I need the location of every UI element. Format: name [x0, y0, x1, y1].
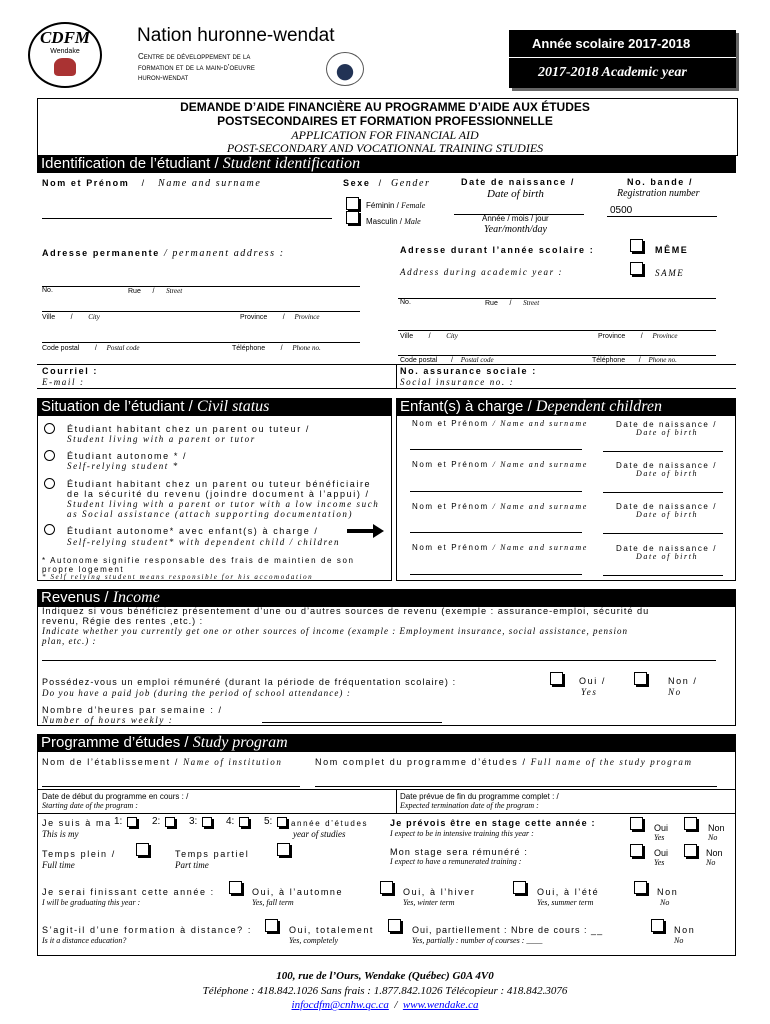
org-subtitle-3: huron-wendat — [138, 73, 189, 82]
section-bar-income: Revenus / Income — [37, 589, 736, 607]
arrow-right-icon — [347, 523, 385, 539]
distance-no-checkbox[interactable] — [651, 919, 664, 932]
program-input-line[interactable] — [315, 786, 717, 787]
email-label: Courriel : — [42, 366, 99, 376]
paid-internship-yes-checkbox[interactable] — [630, 844, 643, 857]
title-en-2: POST-SECONDARY AND VOCATIONNAL TRAINING STUDIES — [226, 141, 544, 155]
nation-seal-icon — [326, 52, 364, 86]
paid-job-no-checkbox[interactable] — [634, 672, 647, 685]
email-label-en: E-mail : — [42, 377, 85, 387]
sin-label: No. assurance sociale : — [400, 366, 537, 376]
school-address-label-en: Address during academic year : — [400, 267, 564, 277]
female-label: Féminin / Female — [366, 201, 426, 210]
dob-format-fr: Année / mois / jour — [482, 214, 549, 223]
year-en: 2017-2018 Academic year — [538, 65, 687, 80]
section-bar-identification: Identification de l’étudiant / Student identification — [37, 155, 736, 173]
title-fr-2: POSTSECONDAIRES ET FORMATION PROFESSIONNELLE — [217, 114, 553, 128]
year-fr: Année scolaire 2017-2018 — [532, 36, 691, 51]
sin-label-en: Social insurance no. : — [400, 377, 515, 387]
male-checkbox[interactable] — [346, 211, 359, 224]
footer-phones: Téléphone : 418.842.1026 Sans frais : 1.877.842.1026 Télécopieur : 418.842.3076 — [202, 985, 568, 997]
org-subtitle-2: formation et de la main-d’oeuvre — [138, 63, 255, 72]
female-checkbox[interactable] — [346, 197, 359, 210]
grad-no-checkbox[interactable] — [634, 881, 647, 894]
section-bar-civil-status: Situation de l’étudiant / Civil status — [37, 398, 392, 416]
footer-address: 100, rue de l’Ours, Wendake (Québec) G0A 4V0 — [276, 970, 494, 982]
footer-links: infocdfm@cnhw.qc.ca / www.wendake.ca — [291, 999, 479, 1011]
logo-text: CDFM — [39, 28, 91, 47]
band-value[interactable]: 0500 — [610, 205, 633, 216]
distance-total-checkbox[interactable] — [265, 919, 278, 932]
dob-label-en: Date of birth — [487, 188, 544, 200]
grad-winter-checkbox[interactable] — [380, 881, 393, 894]
band-label: No. bande / — [627, 177, 694, 187]
internship-no-checkbox[interactable] — [684, 817, 697, 830]
section-bar-program: Programme d’études / Study program — [37, 734, 736, 752]
perm-city-label: Ville / City — [42, 313, 100, 321]
sex-label: Sexe / Gender — [343, 178, 431, 189]
paid-job-yes-checkbox[interactable] — [550, 672, 563, 685]
civil-option-4-radio[interactable] — [44, 524, 55, 535]
footer-email-link[interactable]: infocdfm@cnhw.qc.ca — [291, 999, 389, 1011]
dob-format-en: Year/month/day — [484, 224, 547, 235]
grad-summer-checkbox[interactable] — [513, 881, 526, 894]
same-label-en: SAME — [655, 268, 685, 278]
school-address-label: Adresse durant l’année scolaire : — [400, 245, 595, 255]
distance-partial-checkbox[interactable] — [388, 919, 401, 932]
same-address-checkbox-en[interactable] — [630, 262, 643, 275]
year-4-checkbox[interactable] — [239, 817, 249, 827]
section-bar-children: Enfant(s) à charge / Dependent children — [396, 398, 736, 416]
perm-address-label: Adresse permanente / permanent address : — [42, 248, 285, 259]
name-input-line[interactable] — [42, 218, 332, 219]
title-en-1: APPLICATION FOR FINANCIAL AID — [291, 128, 479, 142]
name-label: Nom et Prénom / Name and surname — [42, 178, 262, 189]
civil-option-3-radio[interactable] — [44, 478, 55, 489]
male-label: Masculin / Male — [366, 217, 421, 226]
logo-sub: Wendake — [50, 48, 80, 55]
dob-label: Date de naissance / — [461, 177, 575, 187]
internship-yes-checkbox[interactable] — [630, 817, 643, 830]
grad-fall-checkbox[interactable] — [229, 881, 242, 894]
hours-input-line[interactable] — [262, 722, 442, 723]
income-sources-input-line[interactable] — [42, 660, 716, 661]
year-3-checkbox[interactable] — [202, 817, 212, 827]
paid-internship-no-checkbox[interactable] — [684, 844, 697, 857]
institution-input-line[interactable] — [42, 786, 300, 787]
year-5-checkbox[interactable] — [277, 817, 287, 827]
org-subtitle-1: Centre de développement de la — [138, 52, 251, 61]
civil-option-2-radio[interactable] — [44, 450, 55, 461]
band-label-en: Registration number — [617, 188, 700, 199]
same-address-checkbox-fr[interactable] — [630, 239, 643, 252]
perm-street-label: No. — [42, 287, 53, 294]
footer-web-link[interactable]: www.wendake.ca — [402, 999, 479, 1011]
full-time-checkbox[interactable] — [136, 843, 149, 856]
year-1-checkbox[interactable] — [127, 817, 137, 827]
year-2-checkbox[interactable] — [165, 817, 175, 827]
perm-postal-label: Code postal / Postal code — [42, 344, 140, 352]
title-fr-1: DEMANDE D’AIDE FINANCIÈRE AU PROGRAMME D’AIDE AUX ÉTUDES — [180, 100, 590, 114]
org-name: Nation huronne-wendat — [137, 25, 335, 46]
cdfm-logo — [28, 22, 102, 88]
part-time-checkbox[interactable] — [277, 843, 290, 856]
civil-option-1-radio[interactable] — [44, 423, 55, 434]
same-label-fr: MÊME — [655, 245, 689, 255]
